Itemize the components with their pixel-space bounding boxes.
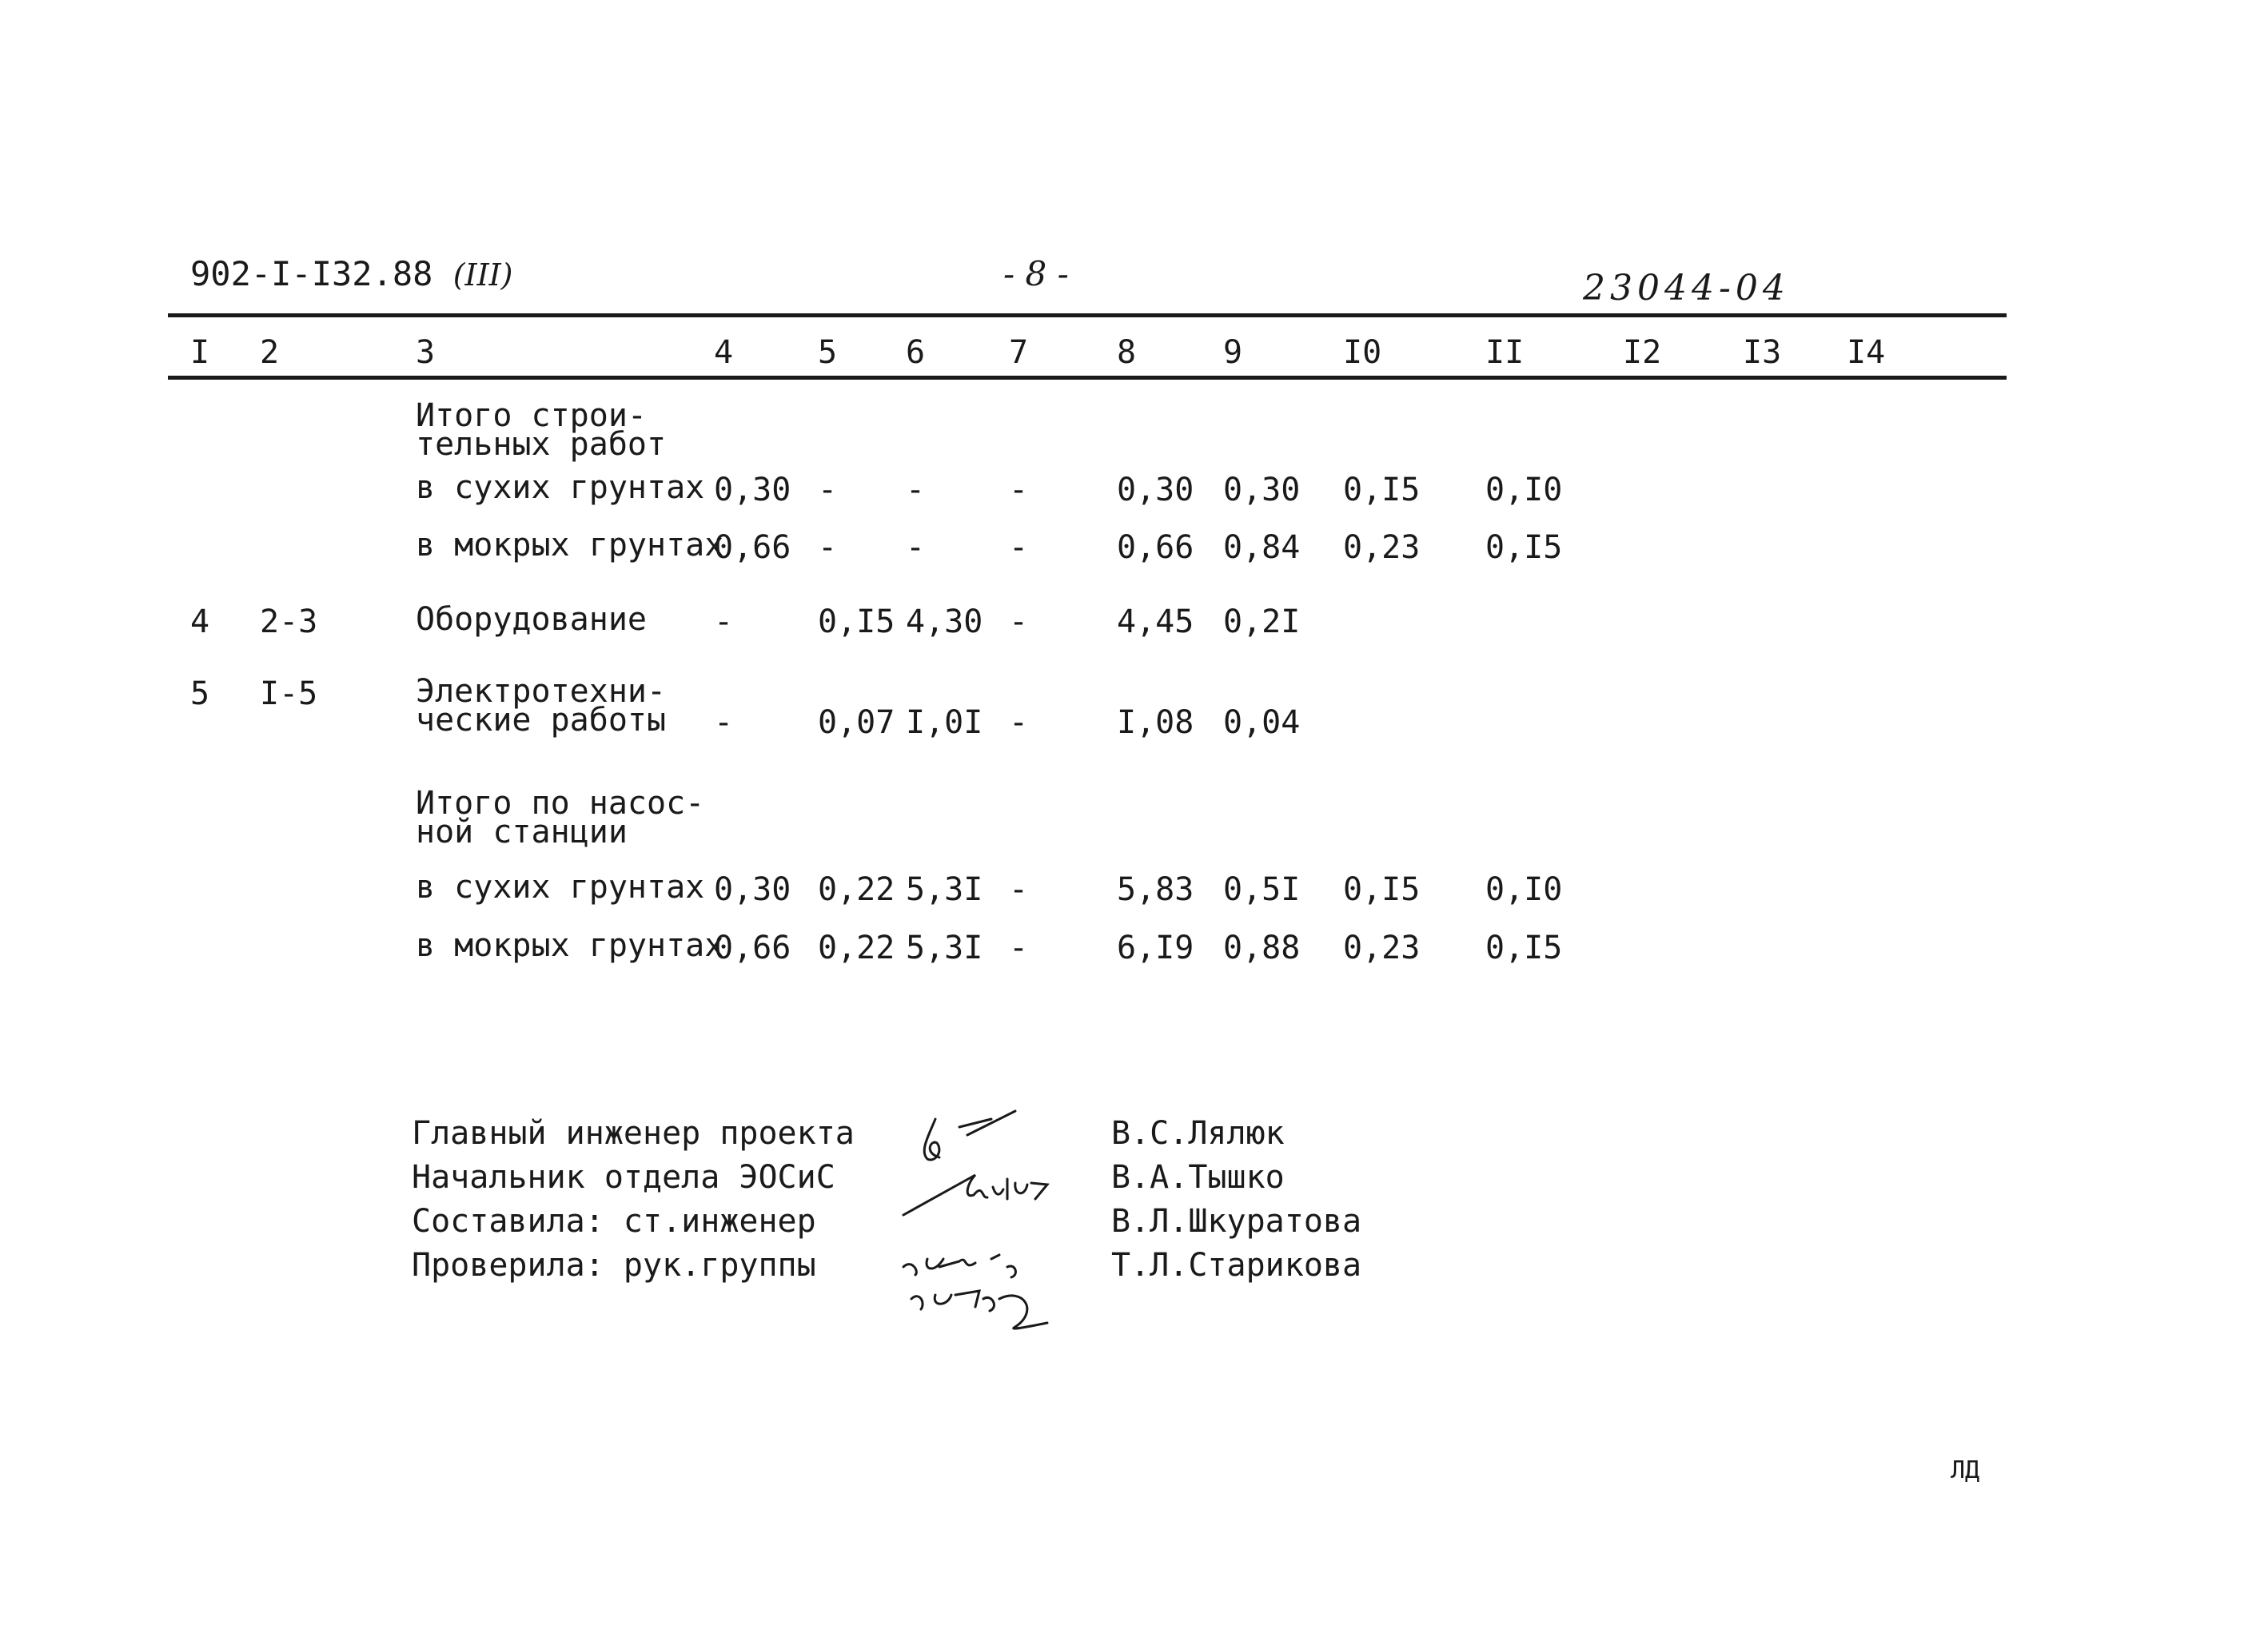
- signatory-name: В.С.Лялюк: [1111, 1115, 1285, 1152]
- value-cell: 0,04: [1223, 704, 1301, 741]
- row-description: в сухих грунтах: [416, 869, 705, 906]
- column-number: I: [190, 334, 210, 371]
- value-cell: 5,3I: [906, 930, 983, 966]
- value-cell: 0,07: [818, 704, 895, 741]
- column-number: 2: [260, 334, 280, 371]
- signatory-title: Составила: ст.инженер: [412, 1203, 816, 1240]
- row-reference: I-5: [260, 675, 318, 712]
- column-number: I0: [1343, 334, 1382, 371]
- value-cell: -: [818, 529, 838, 566]
- row-description: тельных работ: [416, 426, 667, 463]
- value-cell: -: [906, 529, 926, 566]
- page-number: - 8 -: [1003, 254, 1069, 293]
- value-cell: 0,2I: [1223, 603, 1301, 640]
- value-cell: 0,I5: [1485, 529, 1563, 566]
- row-number: 5: [190, 675, 210, 712]
- column-number: 4: [714, 334, 734, 371]
- handwritten-stamp-number: 23044-04: [1583, 268, 1790, 309]
- value-cell: 0,22: [818, 930, 895, 966]
- value-cell: 0,30: [1117, 472, 1194, 508]
- document-code-suffix: (III): [452, 257, 513, 293]
- value-cell: 0,I0: [1485, 871, 1563, 908]
- column-number: 3: [416, 334, 436, 371]
- signatory-title: Главный инженер проекта: [412, 1115, 855, 1152]
- column-number: I4: [1847, 334, 1886, 371]
- column-number: I3: [1743, 334, 1782, 371]
- signatory-title: Проверила: рук.группы: [412, 1247, 816, 1284]
- value-cell: I,0I: [906, 704, 983, 741]
- value-cell: 5,3I: [906, 871, 983, 908]
- signatory-title: Начальник отдела ЭОСиС: [412, 1159, 835, 1196]
- value-cell: -: [1009, 529, 1029, 566]
- handwritten-signatures: [887, 1095, 1095, 1335]
- column-number: 9: [1223, 334, 1243, 371]
- header-top-rule: [168, 313, 2007, 317]
- column-number: II: [1485, 334, 1525, 371]
- value-cell: -: [1009, 930, 1029, 966]
- value-cell: 0,I0: [1485, 472, 1563, 508]
- row-description: Итого по насос-: [416, 785, 705, 822]
- header-bottom-rule: [168, 376, 2007, 380]
- row-description: ной станции: [416, 814, 628, 850]
- value-cell: 6,I9: [1117, 930, 1194, 966]
- column-number: 6: [906, 334, 926, 371]
- document-code-text: 902-I-I32.88: [190, 254, 433, 293]
- value-cell: 0,I5: [1343, 472, 1421, 508]
- row-reference: 2-3: [260, 603, 318, 640]
- value-cell: I,08: [1117, 704, 1194, 741]
- row-description: в сухих грунтах: [416, 469, 705, 506]
- signatory-name: Т.Л.Старикова: [1111, 1247, 1362, 1284]
- value-cell: 0,84: [1223, 529, 1301, 566]
- value-cell: -: [1009, 871, 1029, 908]
- value-cell: 0,66: [714, 930, 791, 966]
- value-cell: -: [1009, 603, 1029, 640]
- row-description: Электротехни-: [416, 673, 667, 710]
- value-cell: -: [1009, 472, 1029, 508]
- value-cell: -: [1009, 704, 1029, 741]
- column-number: 5: [818, 334, 838, 371]
- value-cell: 0,66: [714, 529, 791, 566]
- value-cell: -: [818, 472, 838, 508]
- row-description: Оборудование: [416, 601, 647, 638]
- row-description: в мокрых грунтах: [416, 927, 724, 964]
- value-cell: 0,30: [714, 472, 791, 508]
- value-cell: 0,5I: [1223, 871, 1301, 908]
- value-cell: -: [714, 704, 734, 741]
- row-number: 4: [190, 603, 210, 640]
- value-cell: 0,66: [1117, 529, 1194, 566]
- column-number: I2: [1623, 334, 1662, 371]
- value-cell: 0,88: [1223, 930, 1301, 966]
- value-cell: 5,83: [1117, 871, 1194, 908]
- document-code: [190, 254, 512, 293]
- column-number: 8: [1117, 334, 1137, 371]
- value-cell: -: [906, 472, 926, 508]
- footer-mark: ЛД: [1951, 1456, 1980, 1484]
- signatory-name: В.А.Тышко: [1111, 1159, 1285, 1196]
- row-description: ческие работы: [416, 702, 667, 739]
- column-number: 7: [1009, 334, 1029, 371]
- value-cell: -: [714, 603, 734, 640]
- value-cell: 0,23: [1343, 529, 1421, 566]
- value-cell: 0,30: [1223, 472, 1301, 508]
- row-description: Итого строи-: [416, 397, 647, 434]
- value-cell: 4,30: [906, 603, 983, 640]
- value-cell: 0,I5: [1343, 871, 1421, 908]
- value-cell: 0,23: [1343, 930, 1421, 966]
- row-description: в мокрых грунтах: [416, 527, 724, 564]
- value-cell: 0,30: [714, 871, 791, 908]
- value-cell: 0,I5: [1485, 930, 1563, 966]
- value-cell: 0,I5: [818, 603, 895, 640]
- value-cell: 0,22: [818, 871, 895, 908]
- signatory-name: В.Л.Шкуратова: [1111, 1203, 1362, 1240]
- value-cell: 4,45: [1117, 603, 1194, 640]
